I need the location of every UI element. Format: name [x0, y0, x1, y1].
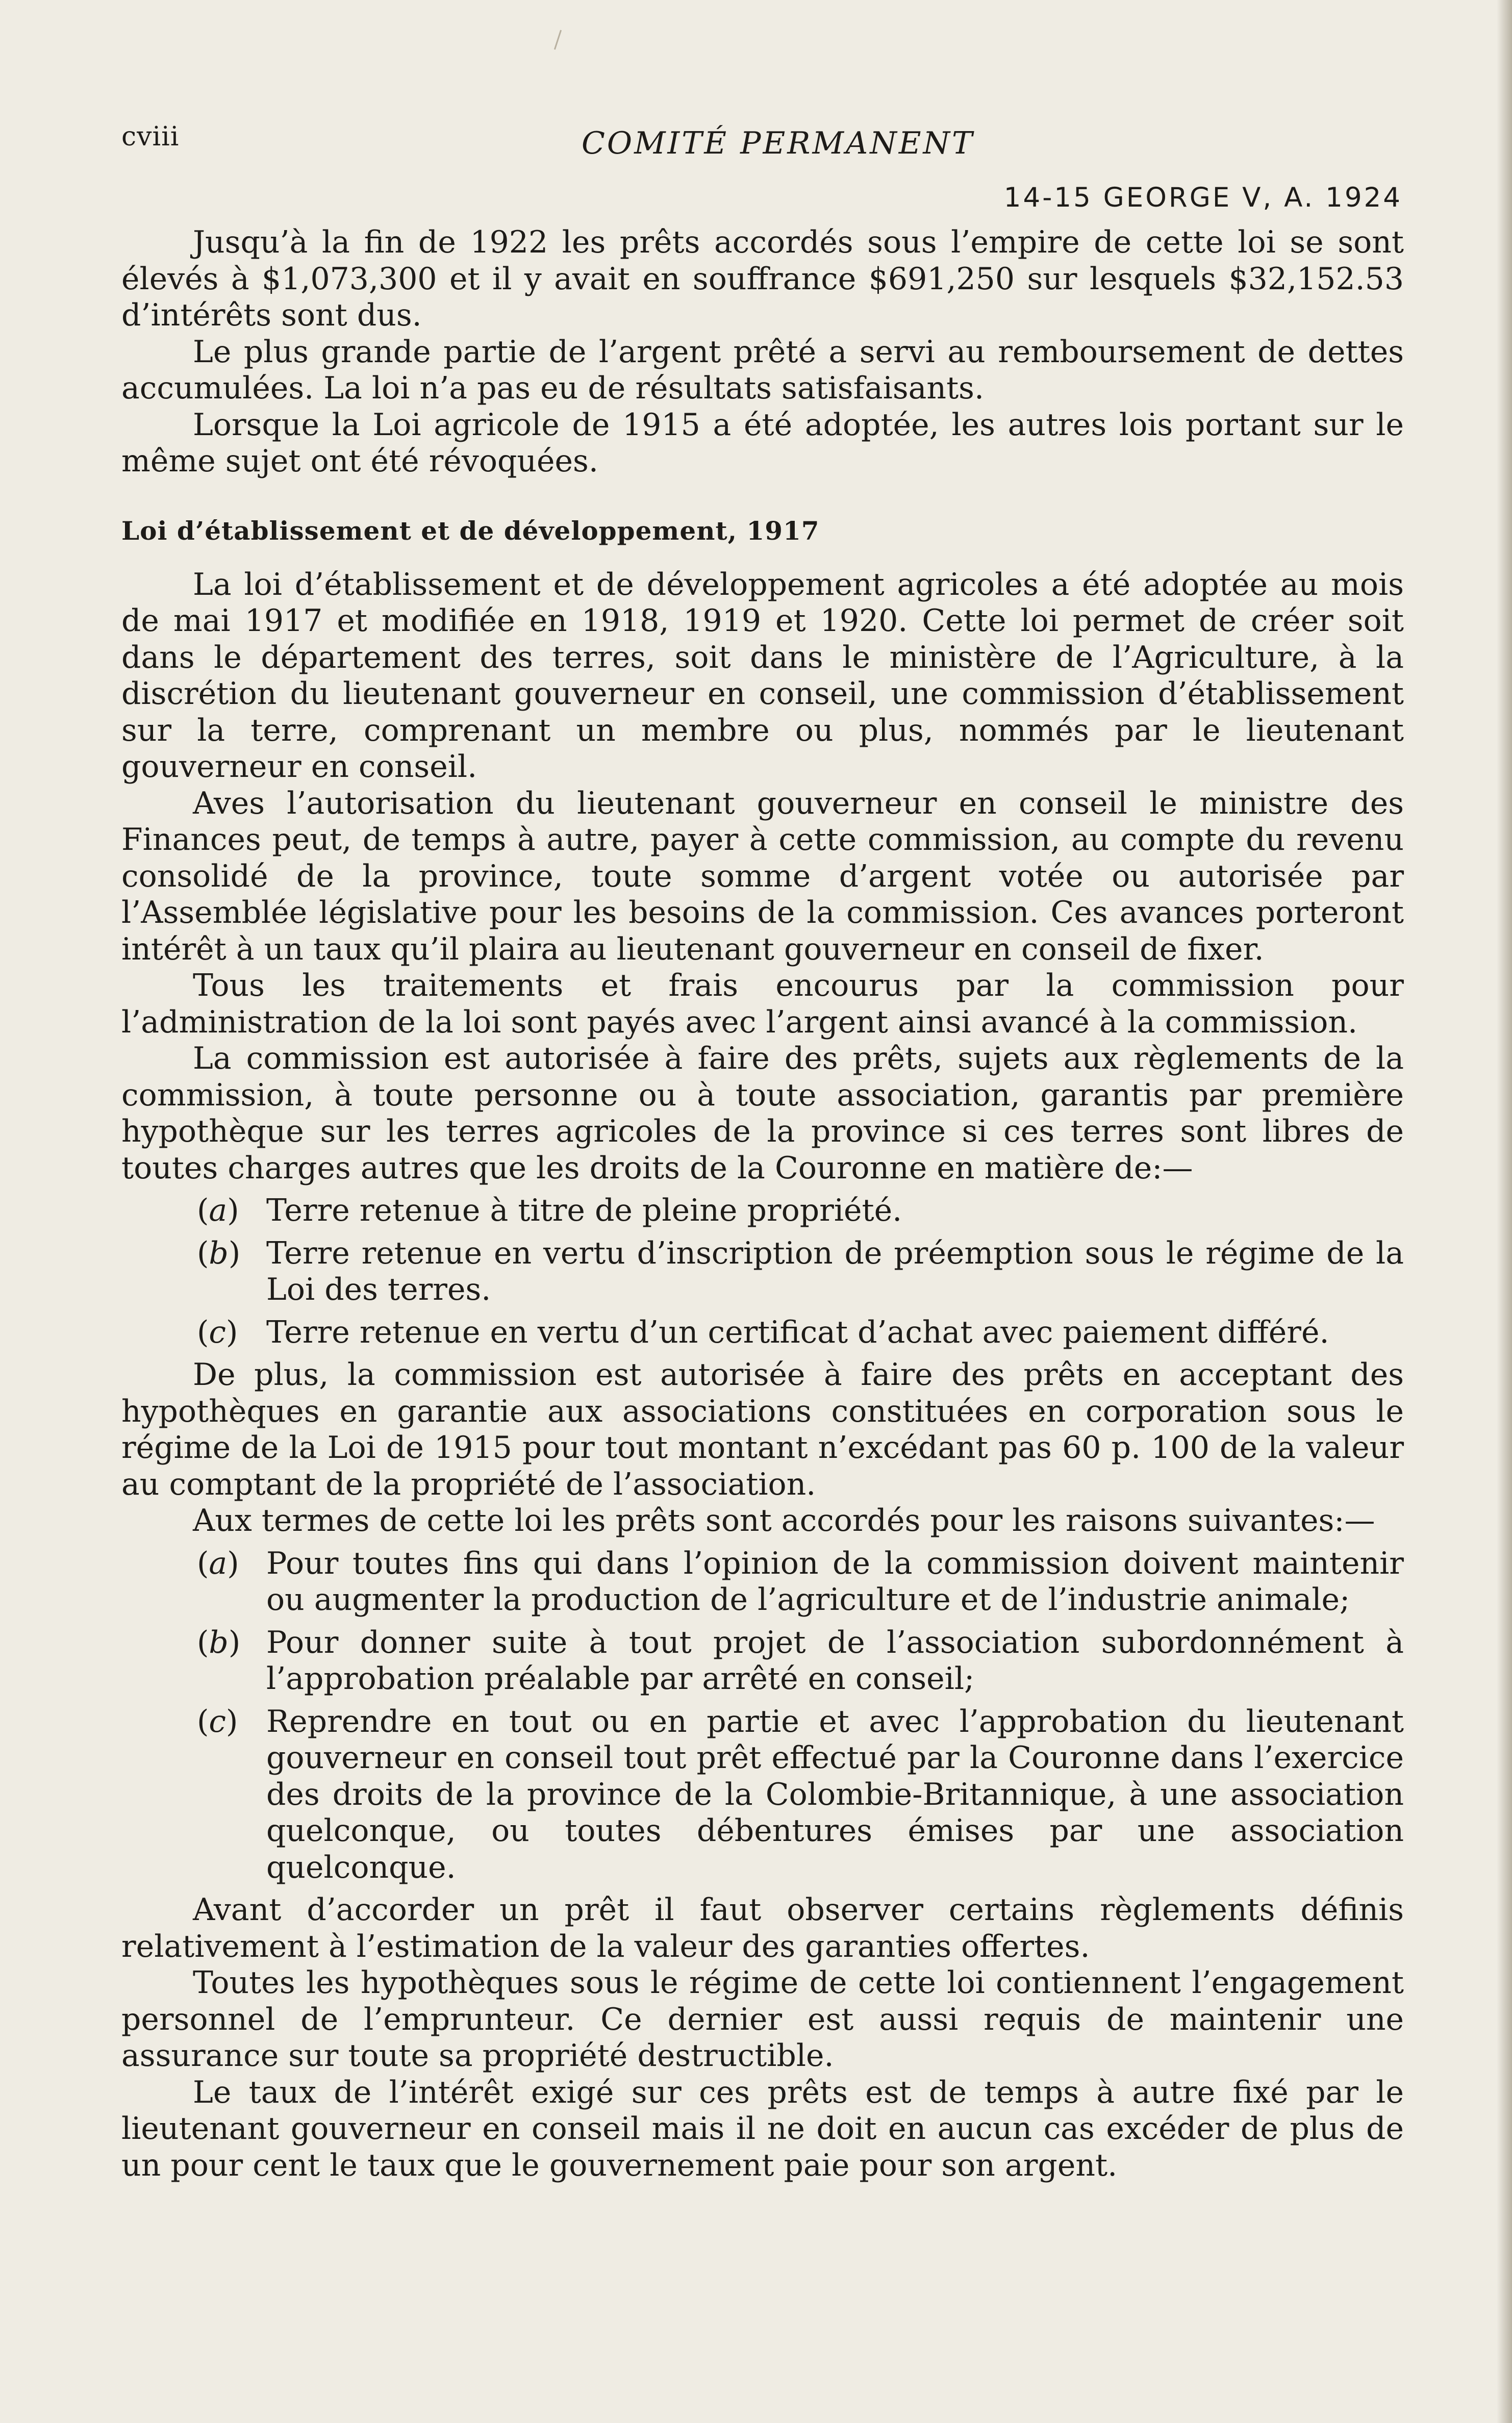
- list-item: (b) Terre retenue en vertu d’inscription de préemption sous le régime de la Loi des terres.: [197, 1235, 1404, 1307]
- page-edge-shadow: [1497, 0, 1512, 2423]
- section-heading: Loi d’établissement et de développement, 1917: [121, 515, 820, 546]
- list-item-text: Pour toutes fins qui dans l’opinion de la commission doivent maintenir ou augmenter la production de l’agriculture et de l’industrie animale;: [266, 1545, 1404, 1618]
- paragraph: Tous les traitements et frais encourus par la commission pour l’administration de la loi sont payés avec l’argent ainsi avancé à la commission.: [121, 968, 1404, 1040]
- paragraph: Le plus grande partie de l’argent prêté a servi au remboursement de dettes accumulées. La loi n’a pas eu de résultats satisfaisants.: [121, 334, 1404, 406]
- paragraph: Avant d’accorder un prêt il faut observer certains règlements définis relativement à l’estimation de la valeur des garanties offertes.: [121, 1892, 1404, 1964]
- paragraph: Aves l’autorisation du lieutenant gouverneur en conseil le ministre des Finances peut, de temps à autre, payer à cette commission, au compte du revenu consolidé de la province, toute somme d’argent votée ou autorisée par l’Assemblée législative pour les besoins de la commission. Ces avances porteront intérêt à un taux qu’il plaira au lieutenant gouverneur en conseil de fixer.: [121, 785, 1404, 967]
- list-item-letter: a: [209, 1193, 228, 1228]
- list-item-letter: a: [209, 1545, 228, 1581]
- list-item-letter: c: [209, 1314, 226, 1350]
- list-item-letter: c: [209, 1703, 226, 1739]
- paragraph: La loi d’établissement et de développement agricoles a été adoptée au mois de mai 1917 et modifiée en 1918, 1919 et 1920. Cette loi permet de créer soit dans le département des terres, soit dans le ministère de l’Agriculture, à la discrétion du lieutenant gouverneur en conseil, une commission d’établissement sur la terre, comprenant un membre ou plus, nommés par le lieutenant gouverneur en conseil.: [121, 566, 1404, 785]
- paragraph: Aux termes de cette loi les prêts sont accordés pour les raisons suivantes:—: [193, 1503, 1375, 1538]
- list-item: (b) Pour donner suite à tout projet de l’association subordonnément à l’approbation préalable par arrêté en conseil;: [197, 1624, 1404, 1697]
- paragraph: De plus, la commission est autorisée à faire des prêts en acceptant des hypothèques en garantie aux associations constituées en corporation sous le régime de la Loi de 1915 pour tout montant n’excédant pas 60 p. 100 de la valeur au comptant de la propriété de l’association.: [121, 1357, 1404, 1502]
- list-item-text: Pour donner suite à tout projet de l’association subordonnément à l’approbation préalable par arrêté en conseil;: [266, 1624, 1404, 1697]
- paragraph: Jusqu’à la fin de 1922 les prêts accordés sous l’empire de cette loi se sont élevés à $1,073,300 et il y avait en souffrance $691,250 sur lesquels $32,152.53 d’intérêts sont dus.: [121, 224, 1404, 333]
- session-label: 14-15 GEORGE V, A. 1924: [1003, 182, 1402, 213]
- list-item: (a) Terre retenue à titre de pleine propriété.: [121, 1193, 1404, 1229]
- list-item-letter: b: [209, 1624, 229, 1660]
- paragraph: Toutes les hypothèques sous le régime de cette loi contiennent l’engagement personnel de l’emprunteur. Ce dernier est aussi requis de maintenir une assurance sur toute sa propriété destructible.: [121, 1965, 1404, 2074]
- list-item: (c) Terre retenue en vertu d’un certificat d’achat avec paiement différé.: [121, 1315, 1404, 1351]
- paragraph: Le taux de l’intérêt exigé sur ces prêts est de temps à autre fixé par le lieutenant gouverneur en conseil mais il ne doit en aucun cas excéder de plus de un pour cent le taux que le gouvernement paie pour son argent.: [121, 2074, 1404, 2183]
- paragraph: La commission est autorisée à faire des prêts, sujets aux règlements de la commission, à toute personne ou à toute association, garantis par première hypothèque sur les terres agricoles de la province si ces terres sont libres de toutes charges autres que les droits de la Couronne en matière de:—: [121, 1041, 1404, 1186]
- scan-mark: [554, 30, 562, 50]
- paragraph: Lorsque la Loi agricole de 1915 a été adoptée, les autres lois portant sur le même sujet ont été révoquées.: [121, 407, 1404, 479]
- list-item-text: Reprendre en tout ou en partie et avec l’approbation du lieutenant gouverneur en conseil tout prêt effectué par la Couronne dans l’exercice des droits de la province de la Colombie-Britannique, à une association quelconque, ou toutes débentures émises par une association quelconque.: [266, 1703, 1404, 1885]
- list-item: (c) Reprendre en tout ou en partie et avec l’approbation du lieutenant gouverneur en conseil tout prêt effectué par la Couronne dans l’exercice des droits de la province de la Colombie-Britannique, à une association quelconque, ou toutes débentures émises par une association quelconque.: [197, 1703, 1404, 1885]
- list-item: (a) Pour toutes fins qui dans l’opinion de la commission doivent maintenir ou augmenter la production de l’agriculture et de l’industrie animale;: [197, 1545, 1404, 1618]
- body-text: [121, 224, 1404, 2184]
- list-item-text: Terre retenue en vertu d’un certificat d’achat avec paiement différé.: [266, 1314, 1329, 1350]
- running-title: COMITÉ PERMANENT: [582, 125, 975, 161]
- list-item-text: Terre retenue en vertu d’inscription de préemption sous le régime de la Loi des terres.: [266, 1235, 1404, 1307]
- page-number: cviii: [121, 121, 180, 152]
- list-item-text: Terre retenue à titre de pleine propriété.: [266, 1193, 902, 1228]
- list-item-letter: b: [209, 1235, 229, 1271]
